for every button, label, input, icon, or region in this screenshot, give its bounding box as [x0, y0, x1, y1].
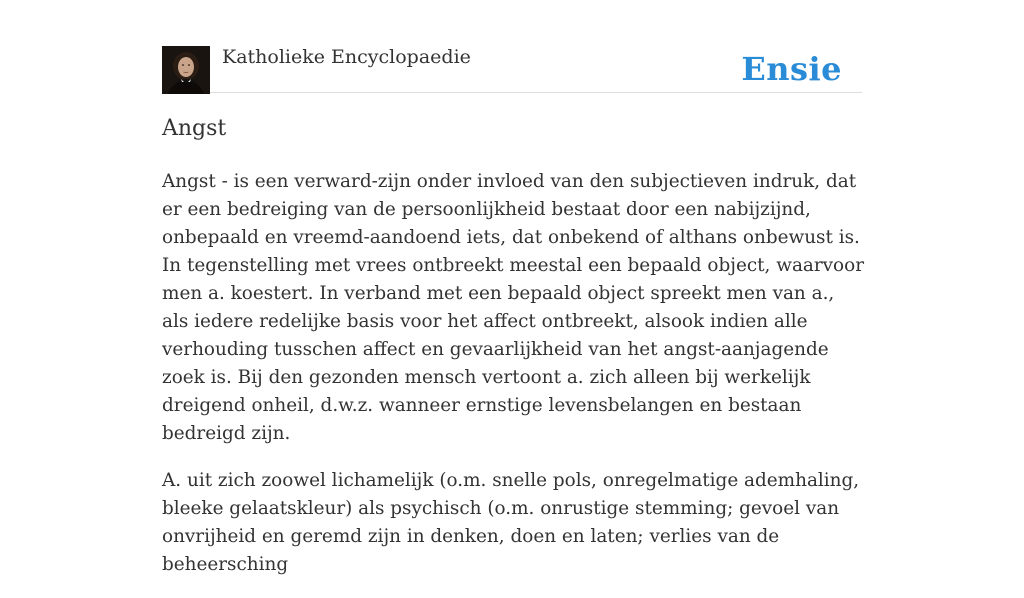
portrait-image [162, 46, 210, 94]
entry-paragraph: Angst - is een verward-zijn onder invloed van den subjectieven indruk, dat er een bedreiging van de persoonlijkheid bestaat door een nabijzijnd, onbepaald en vreemd-aandoend iets, dat onbekend of althans onbewust is. In tegenstelling met vrees ontbreekt meestal een bepaald object, waarvoor men a. koestert. In verband met een bepaald object spreekt men van a., als iedere redelijke basis voor het affect ontbreekt, alsook indien alle verhouding tusschen affect en gevaarlijkheid van het angst-aanjagende zoek is. Bij den gezonden mensch vertoont a. zich alleen bij werkelijk dreigend onheil, d.w.z. wanneer ernstige levensbelangen en bestaan bedreigd zijn. [162, 171, 864, 444]
entry-title: Angst [162, 116, 227, 141]
entry-body [162, 168, 864, 598]
brand-logo[interactable]: Ensie [741, 50, 842, 88]
entry-paragraph: A. uit zich zoowel lichamelijk (o.m. snelle pols, onregelmatige ademhaling, bleeke gelaatskleur) als psychisch (o.m. onrustige stemming; gevoel van onvrijheid en geremd zijn in denken, doen en laten; verlies van de beheersching [162, 470, 860, 575]
source-title[interactable]: Katholieke Encyclopaedie [222, 46, 471, 68]
source-avatar[interactable] [162, 46, 210, 94]
site-header [162, 44, 862, 93]
